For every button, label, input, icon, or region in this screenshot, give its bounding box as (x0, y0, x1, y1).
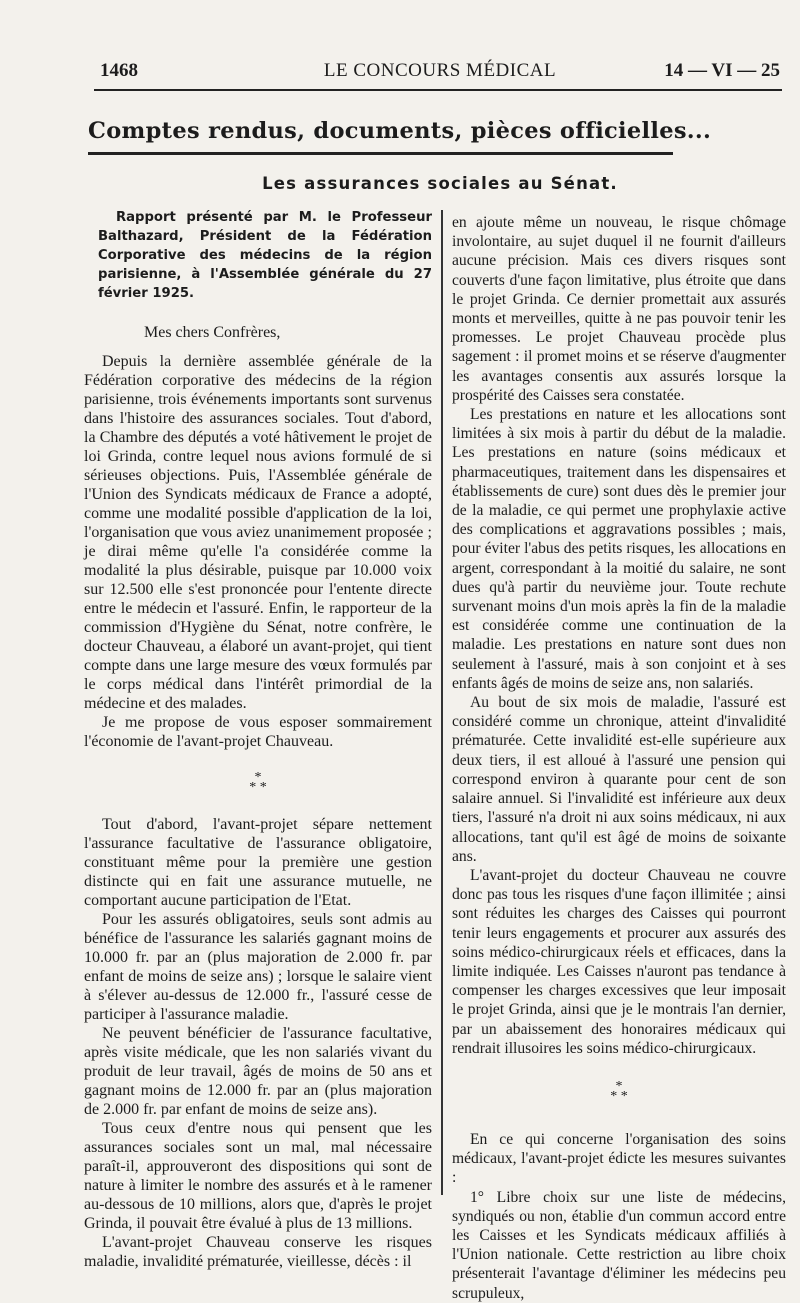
right-column (452, 213, 786, 1303)
asterism-divider (452, 1078, 786, 1104)
paragraph: Ne peuvent bénéficier de l'assurance facultative, après visite médicale, que les non salariés vivant du produit de leur travail, âgés de moins de 50 ans et gagnant moins de 12.000 fr. par an (plus majoration de 2.000 fr. par enfant de moins de seize ans). (84, 1025, 432, 1118)
paragraph: Depuis la dernière assemblée générale de la Fédération corporative des médecins de la région parisienne, trois événements importants sont survenus dans l'histoire des assurances sociales. Tout d'abord, la Chambre des députés a voté hâtivement le projet de loi Grinda, contre lequel nous avions formulé de si sérieuses objections. Puis, l'Assemblée générale de l'Union des Syndicats médicaux de France a adopté, comme une modalité possible d'application de la loi, l'organisation que vous aviez unanimement proposée ; je dirai même qu'elle l'a considérée comme la modalité la plus désirable, puisque par 10.000 voix sur 12.500 elle s'est prononcée pour l'entente directe entre le médecin et l'assuré. Enfin, le rapporteur de la commission d'Hygiène du Sénat, notre confrère, le docteur Chauveau, a élaboré un avant-projet, qui tient compte dans une large mesure des vœux formulés par le corps médical dans l'intérêt primordial de la médecine et des malades. (84, 353, 432, 712)
paragraph: Je me propose de vous esposer sommairement l'économie de l'avant-projet Chauveau. (84, 714, 432, 750)
paragraph: en ajoute même un nouveau, le risque chômage involontaire, au sujet duquel il ne fournit d'ailleurs aucune précision. Mais ces divers risques sont couverts d'une façon limitative, plus étroite que dans le projet Grinda. Ce dernier promettait aux assurés monts et merveilles, quitte à ne pas pouvoir tenir les promesses. Le projet Chauveau procède plus sagement : il promet moins et se réserve d'augmenter les avantages consentis aux assurés lorsque la prospérité des Caisses sera constatée. (452, 214, 786, 404)
issue-date: 14 — VI — 25 (664, 60, 780, 81)
paragraph: Tous ceux d'entre nous qui pensent que les assurances sociales sont un mal, mal nécessaire paraît-il, approuveront des dispositions qui sont de nature à limiter le nombre des assurés et à le ramener au-dessous de 10 millions, alors que, d'après le projet Grinda, il pouvait être évalué à plus de 13 millions. (84, 1120, 432, 1232)
paragraph: Les prestations en nature et les allocations sont limitées à six mois à partir du début de la maladie. Les prestations en nature (soins médicaux et pharmaceutiques, traitement dans les dispensaires et établissements de cure) sont dues dès le premier jour de la maladie, ce qui permet une prophylaxie active des complications et aggravations possibles ; mais, pour éviter l'abus des petits risques, les allocations en argent, correspondant à la moitié du salaire, ne sont dues qu'à partir du neuvième jour. Toute rechute survenant moins d'un mois après la fin de la maladie est considérée comme une continuation de la maladie. Les prestations en nature sont dues non seulement à l'assuré, mais à son conjoint et à ses enfants âgés de moins de seize ans, non salariés. (452, 406, 786, 692)
paragraph: Pour les assurés obligatoires, seuls sont admis au bénéfice de l'assurance les salariés gagnant moins de 10.000 fr. par an (plus majoration de 2.000 fr. par enfant de moins de seize ans) ; lorsque le salaire vient à s'élever au-dessus de 12.000 fr., l'assuré cesse de participer à l'assurance maladie. (84, 911, 432, 1023)
section-title: Comptes rendus, documents, pièces officielles... (88, 118, 712, 144)
column-divider (441, 210, 443, 1195)
paragraph: Au bout de six mois de maladie, l'assuré est considéré comme un chronique, atteint d'invalidité prématurée. Cette invalidité est-elle supérieure aux deux tiers, il est alloué à l'assuré une pension qui correspond environ à quarante pour cent de son salaire annuel. Si l'invalidité est inférieure aux deux tiers, l'assuré n'a droit ni aux soins médicaux, ni aux allocations, tant qu'il est âgé de moins de soixante ans. (452, 694, 786, 865)
left-column (84, 208, 432, 1271)
asterism-divider (84, 770, 432, 795)
paragraph: Tout d'abord, l'avant-projet sépare nettement l'assurance facultative de l'assurance obligatoire, constituant même pour la première une gestion distincte qui en fait une assurance mutuelle, ne comportant aucune participation de l'Etat. (84, 816, 432, 909)
paragraph: 1° Libre choix sur une liste de médecins, syndiqués ou non, établie d'un commun accord entre les Caisses et les Syndicats médicaux affiliés à l'Union nationale. Cette restriction au libre choix présenterait l'avantage d'éliminer les médecins peu scrupuleux, (452, 1188, 786, 1302)
paragraph: L'avant-projet Chauveau conserve les risques maladie, invalidité prématurée, vieillesse, décès : il (84, 1234, 432, 1270)
paragraph: L'avant-projet du docteur Chauveau ne couvre donc pas tous les risques d'une façon illimitée ; ainsi sont réduites les charges des Caisses qui pourront tenir leurs engagements et procurer aux assurés des soins médico-chirurgicaux réels et efficaces, dans la limite indiquée. Les Caisses n'auront pas tendance à compenser les charges excessives que leur imposait le projet Grinda, ainsi que je le montrais l'an dernier, par un abaissement des honoraires médicaux qui rendrait illusoires les soins médico-chirurgicaux. (452, 866, 786, 1057)
section-rule (88, 152, 673, 155)
page-number: 1468 (100, 60, 138, 81)
asterism-star: * (259, 780, 267, 795)
asterism-star-pair (84, 780, 432, 795)
asterism-star: * (610, 1088, 618, 1104)
journal-name: LE CONCOURS MÉDICAL (323, 60, 557, 81)
header-rule (94, 89, 782, 91)
paragraph: En ce qui concerne l'organisation des soins médicaux, l'avant-projet édicte les mesures suivantes : (452, 1130, 786, 1187)
report-heading: Rapport présenté par M. le Professeur Balthazard, Président de la Fédération Corporative des médecins de la région parisienne, à l'Assemblée générale du 27 février 1925. (98, 210, 432, 301)
asterism-star-pair (452, 1088, 786, 1104)
running-header (100, 60, 780, 86)
asterism-star: * (249, 780, 257, 795)
asterism-star: * (620, 1088, 628, 1104)
asterism-star: * (615, 1078, 623, 1094)
article-title: Les assurances sociales au Sénat. (262, 174, 618, 193)
salutation: Mes chers Confrères, (144, 324, 281, 341)
asterism-star: * (254, 770, 262, 785)
